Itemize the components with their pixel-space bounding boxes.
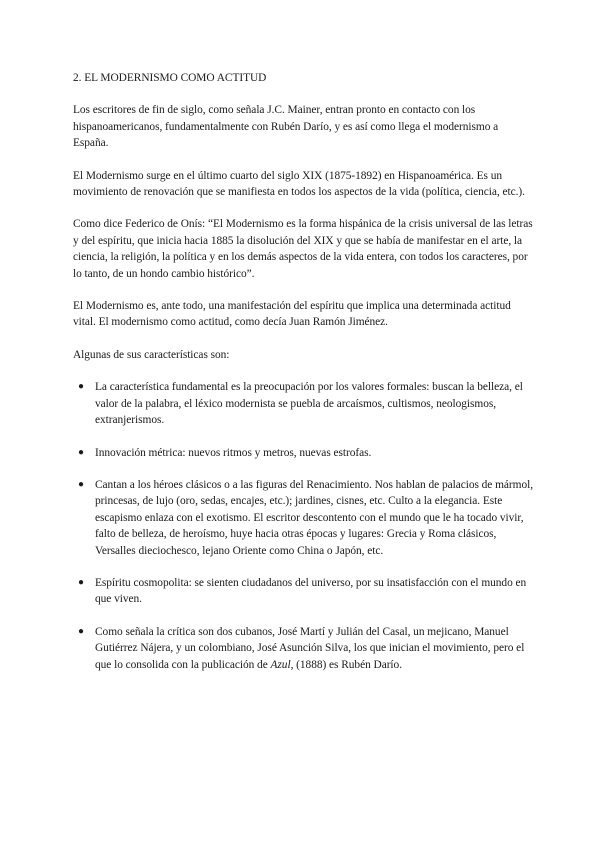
bullet-icon: ● xyxy=(78,381,84,393)
list-item-text: La característica fundamental es la preocupación por los valores formales: buscan la belleza, el valor de la palabra, el léxico modernista se puebla de arcaísmos, cultismos, neologismos, extranjerismos. xyxy=(95,381,523,427)
list-item xyxy=(73,477,535,559)
list-item-text: Espíritu cosmopolita: se sienten ciudadanos del universo, por su insatisfacción con el mundo en que viven. xyxy=(95,576,527,606)
document-page xyxy=(73,70,535,689)
list-item-text: Cantan a los héroes clásicos o a las figuras del Renacimiento. Nos hablan de palacios de mármol, princesas, de lujo (oro, sedas, encajes, etc.); jardines, cisnes, etc. Culto a la elegancia. Este escapismo enlaza con el exotismo. El escritor descontento con el mundo que le ha tocado vivir, falto de belleza, de heroísmo, huye hacia otras épocas y lugares: Grecia y Roma clásicos, Versalles dieciochesco, lejano Oriente como China o Japón, etc. xyxy=(95,478,534,557)
list-item-text: Innovación métrica: nuevos ritmos y metros, nuevas estrofas. xyxy=(95,446,372,459)
list-item xyxy=(73,379,535,428)
bullet-icon: ● xyxy=(78,478,84,490)
list-item-text xyxy=(95,626,524,671)
paragraph-features-intro: Algunas de sus características son: xyxy=(73,348,230,361)
bullet-icon: ● xyxy=(78,576,84,588)
list-item xyxy=(73,624,535,673)
paragraph-origin: El Modernismo surge en el último cuarto del siglo XIX (1875-1892) en Hispanoamérica. Es un movimiento de renovación que se manifiesta en todos los aspectos de la vida (política, ciencia, etc.). xyxy=(73,169,525,199)
section-title: 2. EL MODERNISMO COMO ACTITUD xyxy=(73,72,267,84)
bullet-icon: ● xyxy=(78,446,84,458)
bullet-icon: ● xyxy=(78,625,84,637)
paragraph-intro: Los escritores de fin de siglo, como señala J.C. Mainer, entran pronto en contacto con los hispanoamericanos, fundamentalmente con Rubén Darío, y es así como llega el modernismo a España. xyxy=(73,104,499,150)
features-list xyxy=(73,379,535,673)
list-item xyxy=(73,445,535,461)
paragraph-attitude: El Modernismo es, ante todo, una manifestación del espíritu que implica una determinada actitud vital. El modernismo como actitud, como decía Juan Ramón Jiménez. xyxy=(73,300,511,329)
book-title-azul: Azul xyxy=(270,658,291,671)
list-item xyxy=(73,575,535,608)
paragraph-onis-quote: Como dice Federico de Onís: “El Modernismo es la forma hispánica de la crisis universal de las letras y del espíritu, que inicia hacia 1885 la disolución del XIX y que se había de manifestar en el arte, la ciencia, la religión, la política y en los demás aspectos de la vida entera, con todos los caracteres, por lo tanto, de un hondo cambio histórico”. xyxy=(73,218,533,280)
list-item-text-after: , (1888) es Rubén Darío. xyxy=(290,658,402,671)
list-item-text-before: Como señala la crítica son dos cubanos, José Martí y Julián del Casal, un mejicano, Manuel Gutiérrez Nájera, y un colombiano, José Asunción Silva, los que inician el movimiento, pero el que lo consolida con la publicación de xyxy=(95,625,525,671)
